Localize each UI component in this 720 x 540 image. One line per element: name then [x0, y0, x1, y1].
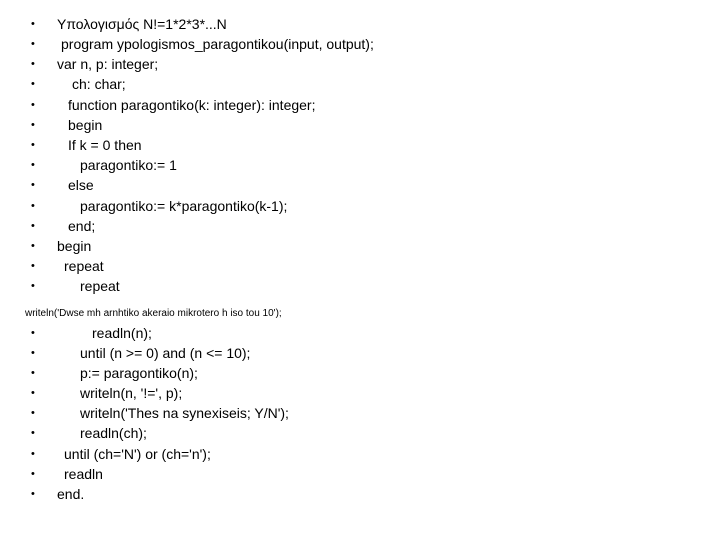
code-text: p:= paragontiko(n);: [80, 365, 198, 381]
code-text: readln(ch);: [80, 425, 147, 441]
code-text: begin: [57, 238, 92, 254]
bullet-icon: •: [31, 139, 35, 151]
code-line: [0, 155, 720, 175]
bullet-icon: •: [31, 260, 35, 272]
bullet-icon: •: [31, 18, 35, 30]
code-line: [0, 54, 720, 74]
code-line: [0, 444, 720, 464]
bullet-icon: •: [31, 58, 35, 70]
code-text: Υπολογισμός Ν!=1*2*3*...N: [57, 16, 227, 32]
bullet-icon: •: [31, 347, 35, 359]
code-line: [0, 135, 720, 155]
code-text: program ypologismos_paragontikou(input, output);: [61, 36, 374, 52]
code-line: [0, 14, 720, 34]
code-text: readln(n);: [92, 325, 152, 341]
code-line: [0, 484, 720, 504]
code-line: [0, 95, 720, 115]
code-text: begin: [68, 117, 103, 133]
code-line: [0, 363, 720, 383]
code-text: end.: [57, 486, 85, 502]
code-line: [0, 175, 720, 195]
code-text: readln: [64, 466, 103, 482]
code-text: repeat: [80, 278, 120, 294]
code-line: [0, 216, 720, 236]
code-line: [0, 403, 720, 423]
code-text: until (ch='N') or (ch='n');: [64, 446, 211, 462]
code-text: paragontiko:= 1: [80, 157, 177, 173]
code-text: writeln('Thes na synexiseis; Y/N');: [80, 405, 289, 421]
code-text: end;: [68, 218, 96, 234]
code-text: else: [68, 177, 94, 193]
bullet-icon: •: [31, 119, 35, 131]
code-text: function paragontiko(k: integer): integer;: [68, 97, 316, 113]
bullet-icon: •: [31, 448, 35, 460]
bullet-icon: •: [31, 387, 35, 399]
bullet-icon: •: [31, 327, 35, 339]
bullet-icon: •: [31, 200, 35, 212]
code-line: [0, 323, 720, 343]
bullet-icon: •: [31, 99, 35, 111]
bullet-icon: •: [31, 240, 35, 252]
code-text-overflow: writeln('Dwse mh arnhtiko akeraio mikrotero h iso tou 10');: [25, 308, 282, 319]
code-line: [0, 115, 720, 135]
code-line: [0, 236, 720, 256]
bullet-icon: •: [31, 159, 35, 171]
code-line: [0, 34, 720, 54]
code-text: until (n >= 0) and (n <= 10);: [80, 345, 251, 361]
bullet-icon: •: [31, 427, 35, 439]
code-text: ch: char;: [72, 76, 126, 92]
bullet-icon: •: [31, 179, 35, 191]
code-line: [0, 276, 720, 296]
bullet-icon: •: [31, 407, 35, 419]
bullet-icon: •: [31, 367, 35, 379]
code-line: [0, 74, 720, 94]
code-line: [0, 196, 720, 216]
bullet-icon: •: [31, 78, 35, 90]
code-text: paragontiko:= k*paragontiko(k-1);: [80, 198, 288, 214]
code-line: [0, 423, 720, 443]
bullet-icon: •: [31, 38, 35, 50]
code-line: [0, 464, 720, 484]
code-line: [0, 256, 720, 276]
code-text: If k = 0 then: [68, 137, 142, 153]
code-text: var n, p: integer;: [57, 56, 159, 72]
bullet-icon: •: [31, 468, 35, 480]
code-text: writeln(n, '!=', p);: [80, 385, 183, 401]
code-text: repeat: [64, 258, 104, 274]
bullet-icon: •: [31, 220, 35, 232]
code-line: [0, 383, 720, 403]
code-line: [0, 343, 720, 363]
bullet-icon: •: [31, 488, 35, 500]
bullet-icon: •: [31, 280, 35, 292]
